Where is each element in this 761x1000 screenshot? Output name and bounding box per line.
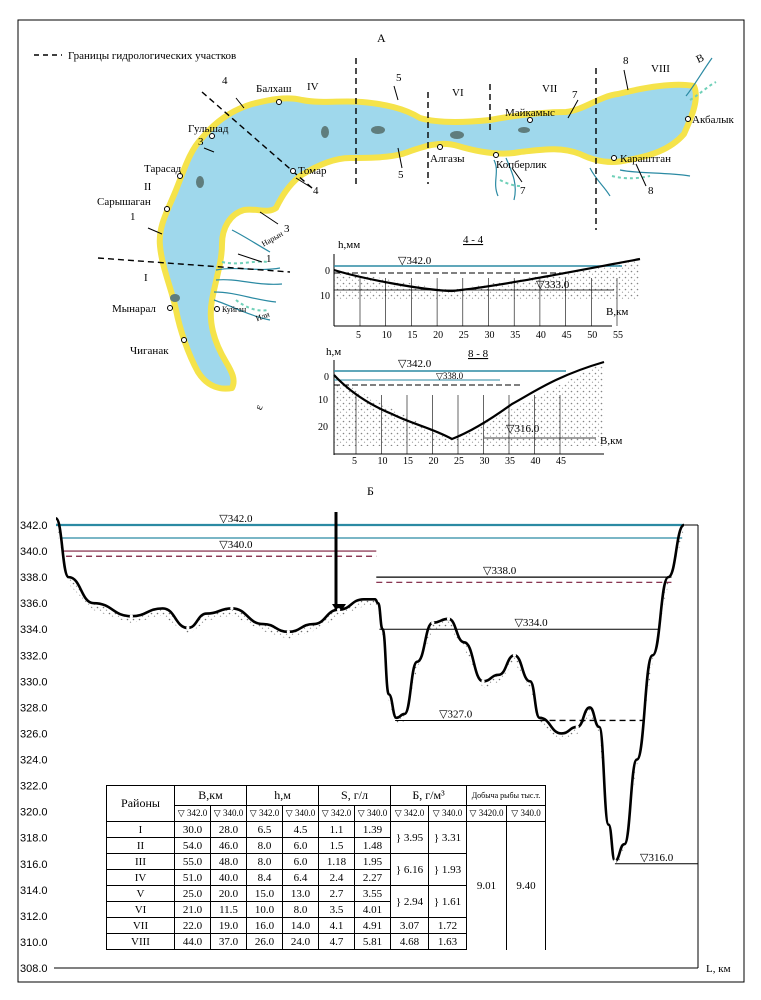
level-subheader: ▽ 342.0 [319,806,355,822]
table-cell: 51.0 [175,870,211,886]
x-tick-label: 35 [510,330,521,341]
boundary-number: 3 [198,136,204,148]
table-cell: 15.0 [247,886,283,902]
biomass-cell: 1.72 [429,918,467,934]
table-cell: 21.0 [175,902,211,918]
table-cell: 2.4 [319,870,355,886]
island-shape [371,126,385,134]
water-level-label: ▽316.0 [640,851,674,864]
table-cell: 11.5 [211,902,247,918]
y-tick-label: 320.0 [20,806,48,819]
boundary-number: 4 [222,75,228,87]
table-cell: 4.01 [355,902,391,918]
column-header: Добыча рыбы тыс.т. [467,786,546,806]
biomass-cell: } 3.31 [429,822,467,854]
section-y-label: h,м [326,346,342,358]
table-cell: 10.0 [247,902,283,918]
y-tick-label: 0 [324,372,329,383]
profile-point [287,630,290,633]
profile-point [431,621,434,624]
x-tick-label: 50 [587,330,598,341]
place-label: Балхаш [256,83,292,95]
place-label: Караштган [620,153,672,165]
table-cell: 6.5 [247,822,283,838]
profile-point [130,615,133,618]
table-cell: 20.0 [211,886,247,902]
region-cell: VII [107,918,175,934]
y-tick-label: 314.0 [20,884,48,897]
fish-catch-cell: 9.01 [467,822,507,950]
table-row [107,822,546,838]
level-subheader: ▽ 340.0 [507,806,546,822]
summary-table [106,785,546,950]
table-header-row [107,786,546,806]
boundary-number: 5 [398,169,404,181]
x-tick-label: 30 [479,456,490,467]
region-cell: II [107,838,175,854]
water-level-label: ▽338.0 [483,565,517,578]
boundary-number: 8 [648,185,654,197]
y-tick-label: 0 [325,266,330,277]
y-tick-label: 316.0 [20,858,48,871]
island-shape [518,127,530,133]
region-label: VII [542,83,558,95]
y-tick-label: 336.0 [20,598,48,611]
panel-label-a: А [377,31,386,45]
region-cell: V [107,886,175,902]
profile-point [613,860,616,863]
y-tick-label: 328.0 [20,702,48,715]
region-cell: VI [107,902,175,918]
place-label: Томар [298,165,327,177]
table-cell: 8.0 [283,902,319,918]
place-label: Чиганак [130,345,169,357]
legend-label: Границы гидрологических участков [68,50,237,62]
table-cell: 16.0 [247,918,283,934]
x-tick-label: 45 [556,456,566,467]
table-cell: 26.0 [247,934,283,950]
column-header: h,м [247,786,319,806]
boundary-number: 4 [313,185,319,197]
x-tick-label: 10 [377,456,388,467]
y-tick-label: 332.0 [20,650,48,663]
y-tick-label: 308.0 [20,963,48,975]
y-tick-label: 342.0 [20,520,48,532]
section-8-8 [318,346,622,467]
y-tick-label: 10 [318,395,328,406]
profile-point [513,654,516,657]
river-label: Нарын [260,229,285,249]
place-label: Тарасад [144,163,182,175]
boundary-number: 7 [520,185,526,197]
place-label: Гульшад [188,123,229,135]
y-tick-label: 312.0 [20,910,48,923]
level-subheader: ▽ 342.0 [391,806,429,822]
x-tick-label: 45 [561,330,572,341]
y-tick-label: 326.0 [20,728,48,741]
profile-point [230,607,233,610]
place-label: Майкамыс [505,107,555,119]
table-cell: 2.7 [319,886,355,902]
y-tick-label: 338.0 [20,572,48,585]
y-tick-label: 318.0 [20,832,48,845]
table-cell: 25.0 [175,886,211,902]
x-tick-label: 15 [407,330,418,341]
level-label: ▽338.0 [436,371,464,381]
profile-point [481,680,484,683]
bed-stipple [334,362,604,446]
region-label: VI [452,87,464,99]
level-label: ▽316.0 [506,423,540,435]
y-tick-label: 10 [320,291,330,302]
section-4-4 [320,234,640,341]
table-cell: 8.0 [247,854,283,870]
table-cell: 37.0 [211,934,247,950]
table-cell: 8.4 [247,870,283,886]
river-label: Или [254,309,271,324]
water-level-label: ▽342.0 [219,513,253,525]
table-cell: 2.27 [355,870,391,886]
level-label: ▽333.0 [536,279,570,291]
x-tick-label: 5 [356,330,361,341]
profile-point [576,725,579,728]
table-cell: 24.0 [283,934,319,950]
boundary-number: 1 [130,211,136,223]
table-cell: 6.0 [283,854,319,870]
place-label: Мынарал [112,303,156,315]
biomass-cell: } 2.94 [391,886,429,918]
x-tick-label: 15 [403,456,413,467]
x-tick-label: 55 [613,330,623,341]
table-cell: 46.0 [211,838,247,854]
x-tick-label: 20 [433,330,444,341]
column-header: Б, г/м³ [391,786,467,806]
region-cell: III [107,854,175,870]
region-cell: I [107,822,175,838]
table-cell: 3.5 [319,902,355,918]
table-cell: 4.5 [283,822,319,838]
table-cell: 1.5 [319,838,355,854]
table-cell: 44.0 [175,934,211,950]
section-y-label: h,мм [338,239,361,251]
x-tick-label: 40 [535,330,546,341]
y-tick-label: 340.0 [20,546,48,559]
y-tick-label: 330.0 [20,676,48,689]
profile-point [447,617,450,620]
boundary-number: 1 [266,253,272,265]
region-label: II [144,181,152,193]
profile-point [186,626,189,629]
column-header: Районы [107,786,175,822]
biomass-cell: } 3.95 [391,822,429,854]
table-cell: 4.7 [319,934,355,950]
table-cell: 4.1 [319,918,355,934]
table-cell: 1.18 [319,854,355,870]
panel-label-b: Б [367,484,374,498]
water-level-label: ▽334.0 [514,617,548,630]
region-label: I [144,272,148,284]
island-shape [170,294,180,302]
river-letter: В [694,51,707,66]
table-cell: 19.0 [211,918,247,934]
y-tick-label: 310.0 [20,936,48,949]
region-label: IV [307,81,319,93]
y-tick-label: 324.0 [20,754,48,767]
x-tick-label: 25 [458,330,469,341]
lake-shape [160,85,696,389]
table-cell: 22.0 [175,918,211,934]
table-cell: 3.55 [355,886,391,902]
y-tick-label: 322.0 [20,780,48,793]
column-header: S, г/л [319,786,391,806]
boundary-number: 3 [284,223,290,235]
river-label: Куйган [222,305,247,314]
x-tick-label: 40 [530,456,541,467]
fish-catch-cell: 9.40 [507,822,546,950]
table-cell: 28.0 [211,822,247,838]
level-subheader: ▽ 3420.0 [467,806,507,822]
level-subheader: ▽ 340.0 [355,806,391,822]
table-cell: 54.0 [175,838,211,854]
section-x-label: В,км [606,306,629,318]
level-label: ▽342.0 [398,255,432,267]
biomass-cell: 3.07 [391,918,429,934]
profile-point [337,608,340,611]
boundary-number: 8 [623,55,629,67]
lake-map [34,31,734,412]
x-tick-label: 20 [428,456,439,467]
place-label: Алгазы [430,153,465,165]
table-cell: 1.95 [355,854,391,870]
place-label: Акбалык [692,114,734,126]
river-letter: ε [252,403,266,412]
level-subheader: ▽ 340.0 [429,806,467,822]
water-level-label: ▽340.0 [219,539,253,552]
level-subheader: ▽ 342.0 [247,806,283,822]
region-label: VIII [651,63,670,75]
island-shape [450,131,464,139]
y-tick-label: 20 [318,422,328,433]
biomass-cell: } 1.93 [429,854,467,886]
section-title: 4 - 4 [463,234,484,246]
water-level-label: ▽327.0 [439,708,473,721]
x-tick-label: 30 [484,330,495,341]
place-label: Сарышаган [97,196,151,208]
x-tick-label: 25 [454,456,464,467]
level-label: ▽342.0 [398,358,432,370]
table-cell: 1.48 [355,838,391,854]
region-cell: VIII [107,934,175,950]
table-cell: 48.0 [211,854,247,870]
place-label: Копберлик [496,159,547,171]
biomass-cell: } 1.61 [429,886,467,918]
x-tick-label: 10 [381,330,392,341]
table-cell: 4.91 [355,918,391,934]
biomass-cell: 1.63 [429,934,467,950]
island-shape [321,126,329,138]
level-subheader: ▽ 342.0 [175,806,211,822]
table-cell: 55.0 [175,854,211,870]
level-subheader: ▽ 340.0 [283,806,319,822]
table-cell: 1.39 [355,822,391,838]
section-x-label: В,км [600,435,623,447]
table-cell: 30.0 [175,822,211,838]
table-cell: 8.0 [247,838,283,854]
x-tick-label: 5 [352,456,357,467]
biomass-cell: 4.68 [391,934,429,950]
level-subheader: ▽ 340.0 [211,806,247,822]
table-cell: 13.0 [283,886,319,902]
boundary-number: 7 [572,89,578,101]
x-tick-label: 35 [505,456,515,467]
biomass-cell: } 6.16 [391,854,429,886]
island-shape [196,176,204,188]
region-cell: IV [107,870,175,886]
table-cell: 14.0 [283,918,319,934]
section-title: 8 - 8 [468,348,489,360]
x-axis-label: L, км [706,963,731,975]
table-cell: 6.0 [283,838,319,854]
table-cell: 5.81 [355,934,391,950]
column-header: В,км [175,786,247,806]
table-cell: 40.0 [211,870,247,886]
table-cell: 6.4 [283,870,319,886]
table-cell: 1.1 [319,822,355,838]
y-tick-label: 334.0 [20,624,48,637]
boundary-number: 5 [396,72,402,84]
